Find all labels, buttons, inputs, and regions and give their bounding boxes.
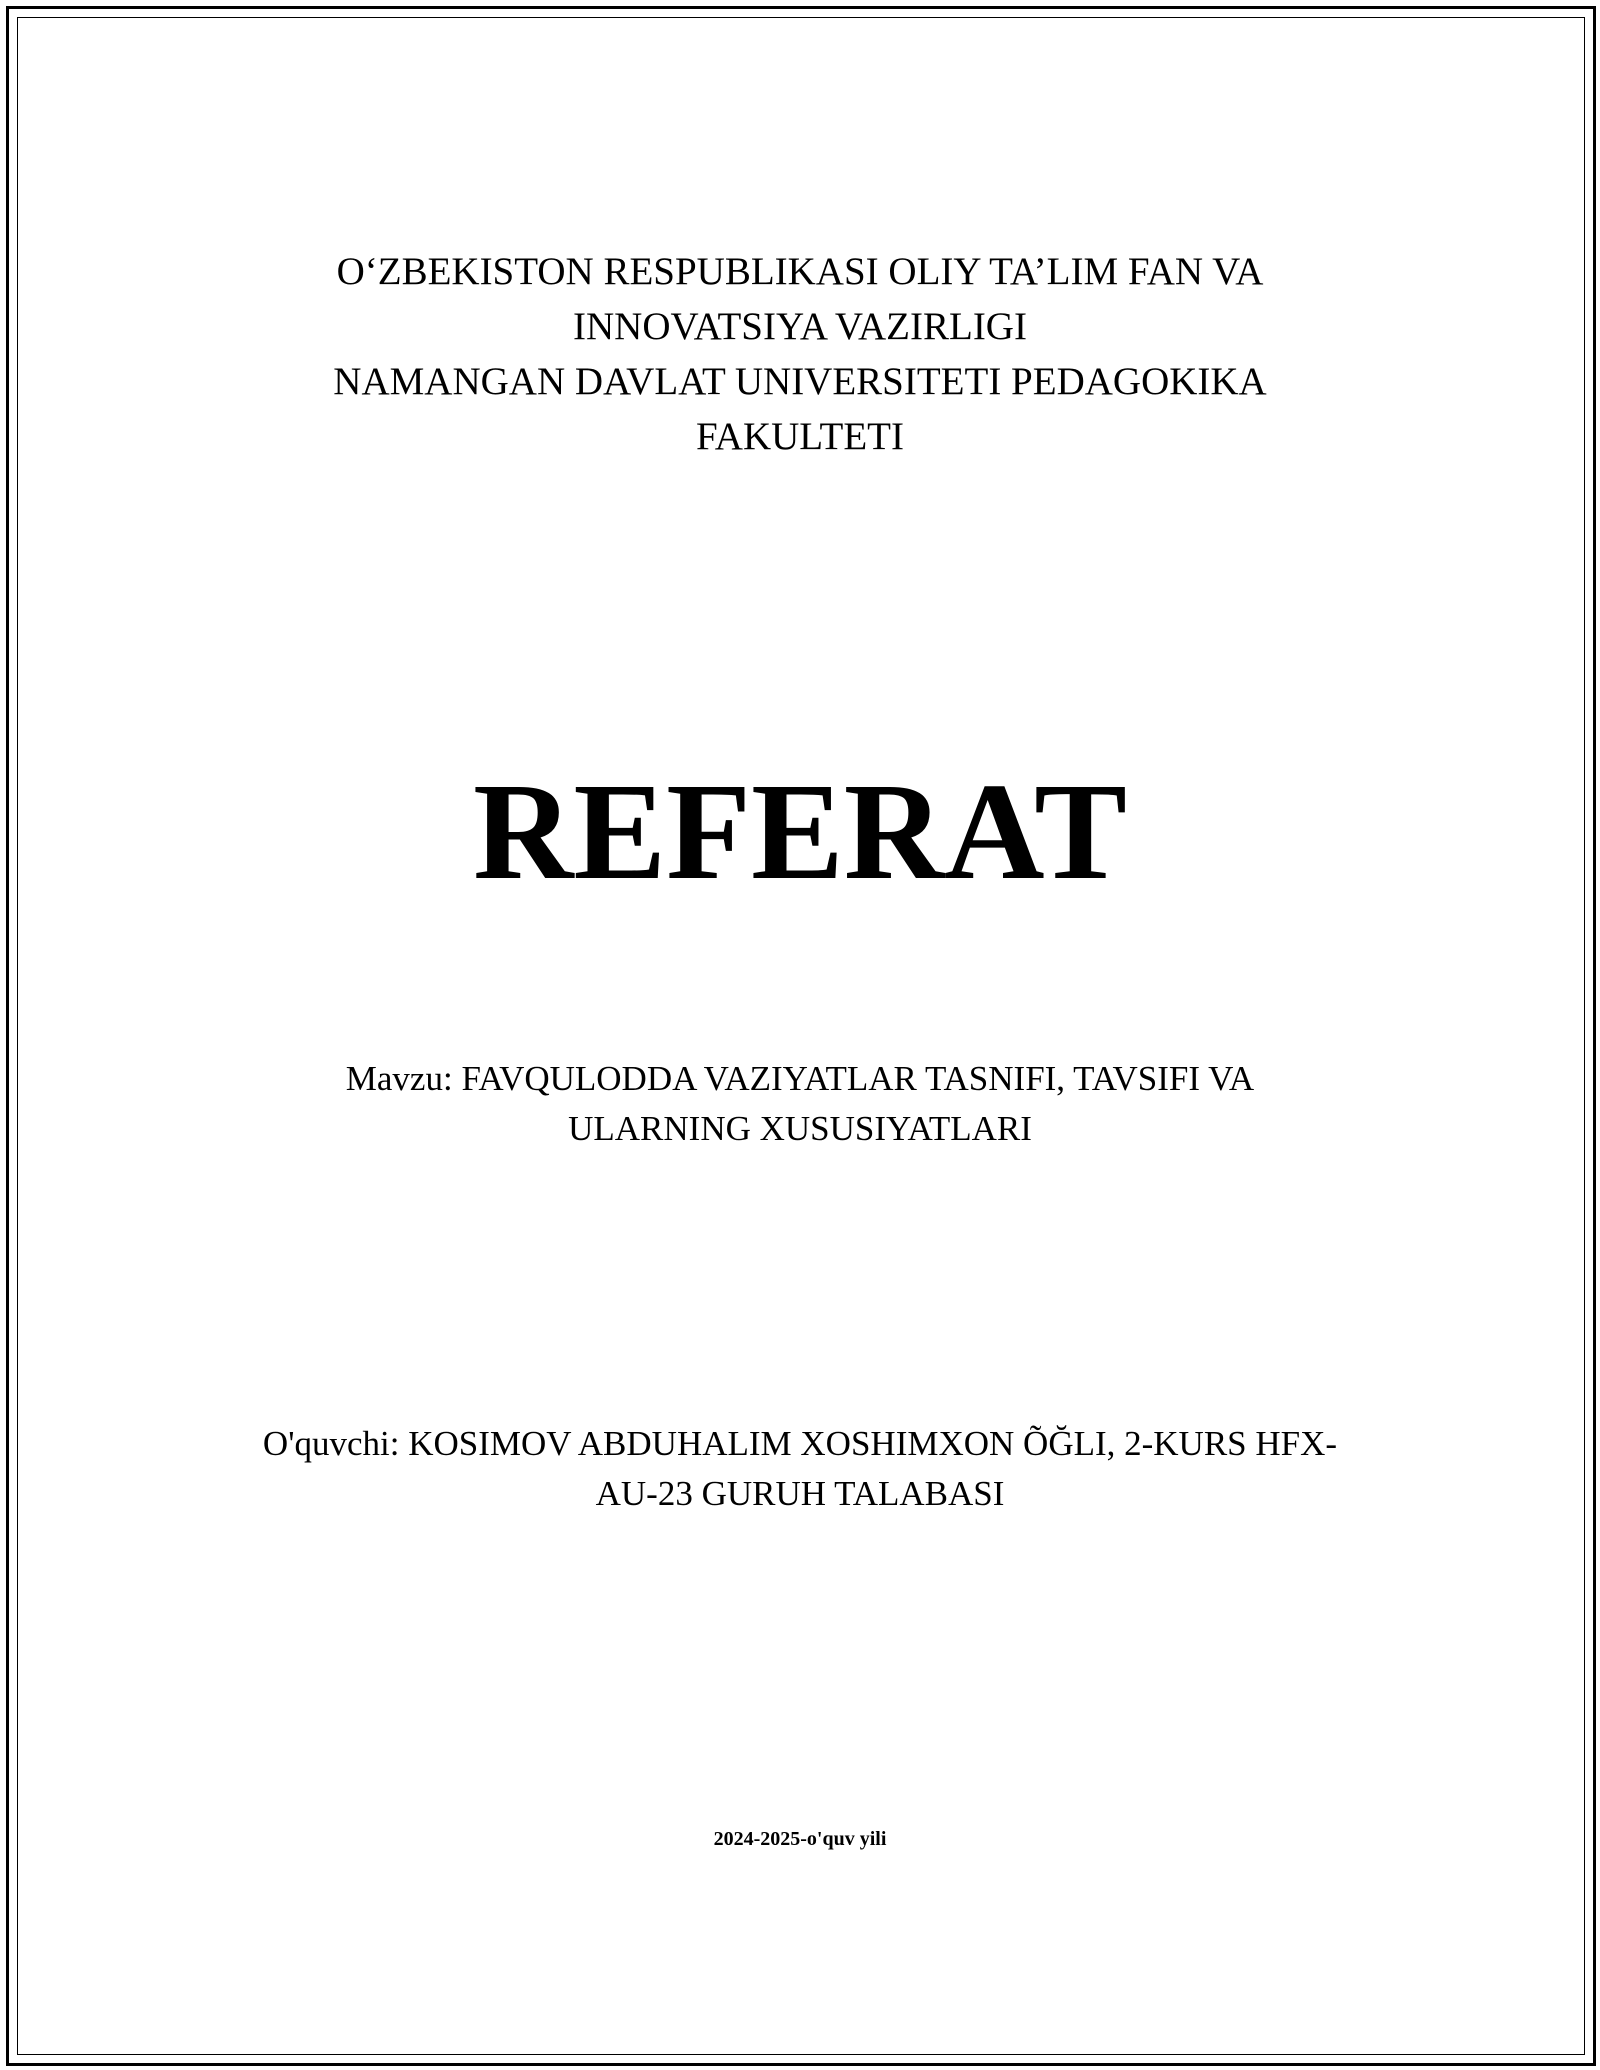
institution-header	[0, 244, 1600, 464]
document-title: REFERAT	[473, 755, 1127, 909]
header-line-1: O‘ZBEKISTON RESPUBLIKASI OLIY TA’LIM FAN VA	[336, 250, 1264, 293]
topic-line-1: Mavzu: FAVQULODDA VAZIYATLAR TASNIFI, TAVSIFI VA	[345, 1059, 1255, 1098]
student-line-2: AU-23 GURUH TALABASI	[595, 1474, 1005, 1513]
topic-line-2: ULARNING XUSUSIYATLARI	[568, 1109, 1032, 1148]
student-block	[0, 1419, 1600, 1519]
student-line-1: O'quvchi: KOSIMOV ABDUHALIM XOSHIMXON ÕĞLI, 2-KURS HFX-	[262, 1424, 1338, 1463]
header-line-4: FAKULTETI	[696, 415, 904, 458]
topic-block	[0, 1054, 1600, 1154]
header-line-2: INNOVATSIYA VAZIRLIGI	[573, 305, 1027, 348]
header-line-3: NAMANGAN DAVLAT UNIVERSITETI PEDAGOKIKA	[333, 360, 1267, 403]
academic-year: 2024-2025-o'quv yili	[713, 1828, 887, 1850]
